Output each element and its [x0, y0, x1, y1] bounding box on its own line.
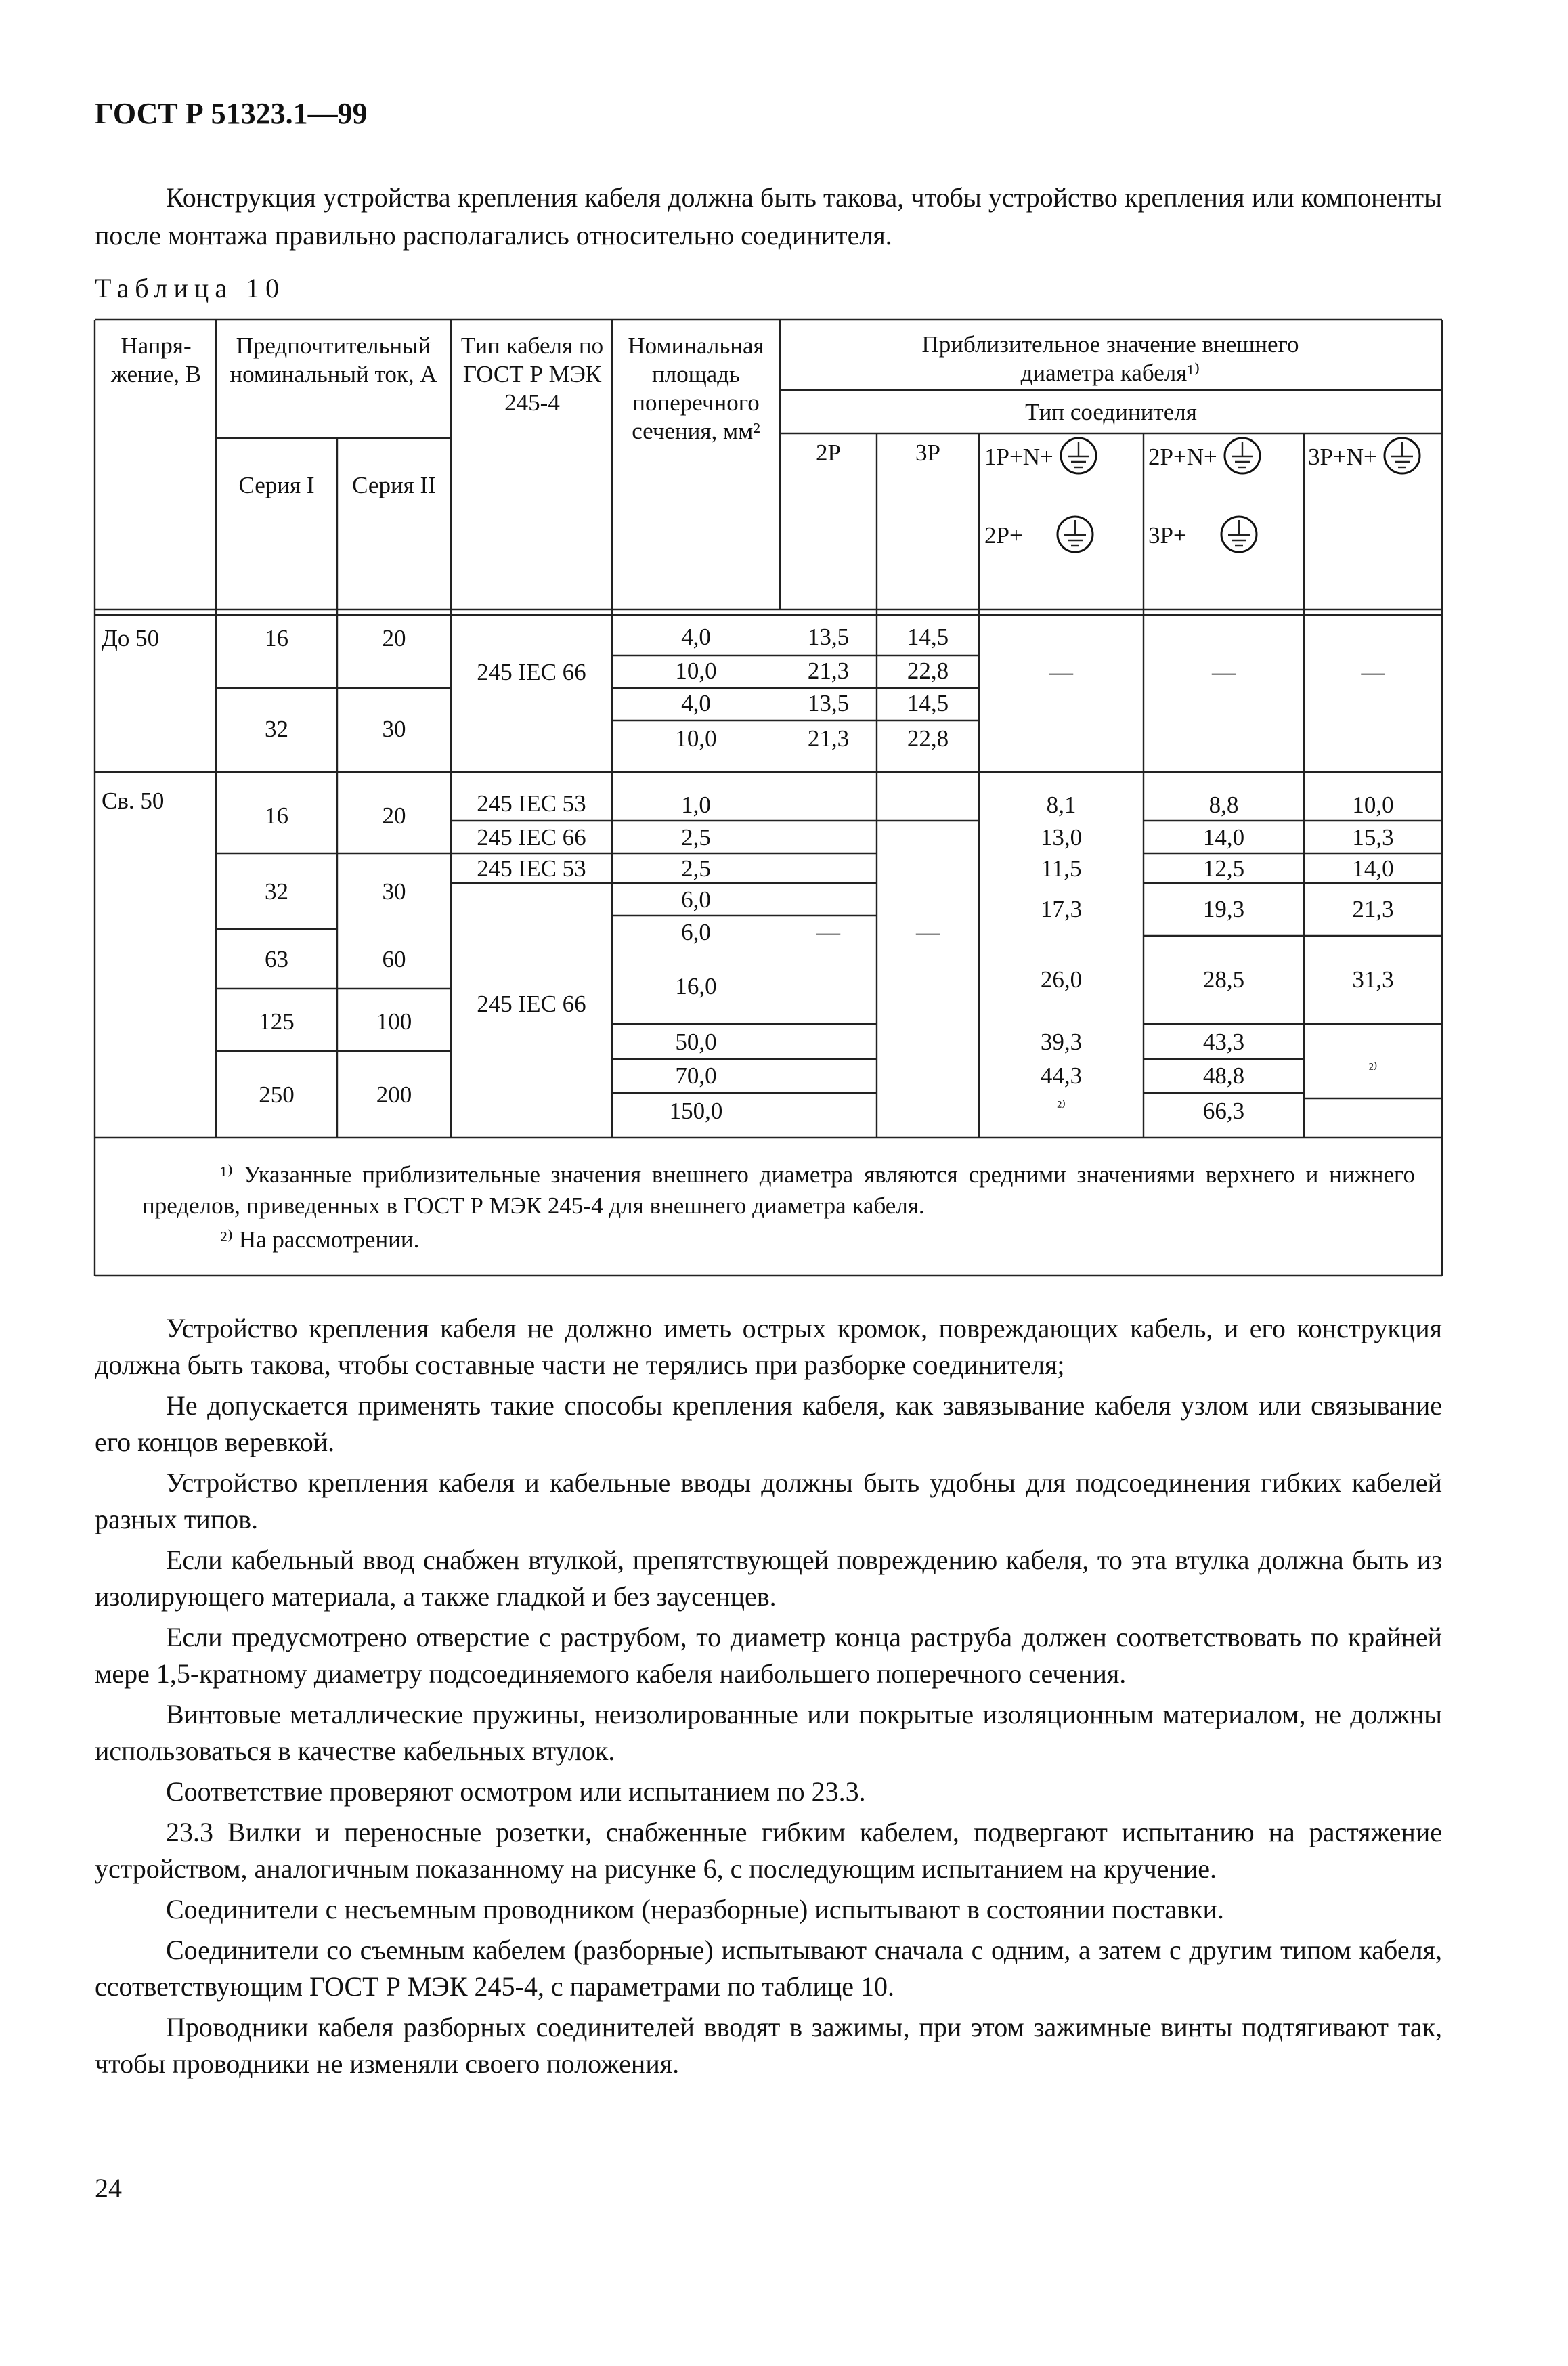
cell: 26,0	[1040, 966, 1083, 993]
paragraph: Соединители со съемным кабелем (разборные) испытывают сначала с одним, а затем с другим типом кабеля, ссответствующим ГОСТ Р МЭК 245-4, с параметрами по таблице 10.	[95, 1935, 1442, 2002]
table-10	[95, 320, 1442, 1276]
cell: 250	[259, 1081, 295, 1108]
cell: 100	[376, 1008, 412, 1035]
cell: 14,0	[1352, 855, 1394, 882]
header-3p-plus-label: 3P+	[1148, 522, 1187, 549]
table-footnote-1: ¹⁾ Указанные приблизительные значения внешнего диаметра являются средними значениями верхнего и нижнего пределов, приведенных в ГОСТ Р МЭК 245-4 для внешнего диаметра кабеля.	[142, 1161, 1415, 1219]
cell: 14,5	[907, 690, 949, 716]
cell: 30	[382, 716, 406, 742]
cell: 16	[265, 625, 288, 651]
cell: 39,3	[1040, 1029, 1083, 1055]
header-series-1: Серия I	[238, 472, 315, 498]
paragraph: Устройство крепления кабеля не должно иметь острых кромок, повреждающих кабель, и его конструкция должна быть такова, чтобы составные части не терялись при разборке соединителя;	[95, 1313, 1442, 1380]
footnote-ref-2: ²⁾	[1368, 1060, 1378, 1078]
cell: 14,0	[1202, 824, 1245, 851]
header-1p-n-label: 1P+N+	[984, 444, 1053, 471]
cell: 13,0	[1040, 824, 1083, 851]
cell: 10,0	[675, 658, 717, 684]
dash-cell: —	[1212, 659, 1236, 685]
earth-ground-icon	[1219, 515, 1259, 561]
cell: 63	[265, 946, 288, 972]
header-series-2: Серия II	[352, 472, 436, 498]
cell: 21,3	[807, 658, 850, 684]
cell: 245 IEC 66	[477, 824, 586, 851]
cell: 245 IEC 53	[477, 790, 586, 817]
table-caption: Таблица 10	[95, 273, 286, 303]
cell: 2,5	[681, 824, 711, 851]
cell: 17,3	[1040, 896, 1083, 922]
header-2p: 2P	[816, 439, 841, 466]
cell: 11,5	[1041, 855, 1082, 882]
dash-cell: —	[1361, 659, 1385, 685]
header-2p-n-label: 2P+N+	[1148, 444, 1217, 471]
cell: 31,3	[1352, 966, 1394, 993]
cell: 30	[382, 878, 406, 905]
cell: 66,3	[1202, 1098, 1245, 1124]
cell: 13,5	[807, 690, 850, 716]
dash-cell: —	[1049, 659, 1073, 685]
cell: 6,0	[681, 919, 711, 945]
cell: 20	[382, 625, 406, 651]
paragraph: Устройство крепления кабеля и кабельные вводы должны быть удобны для подсоединения гибких кабелей разных типов.	[95, 1467, 1442, 1534]
body-text	[95, 1310, 1442, 2086]
cell: 19,3	[1202, 896, 1245, 922]
cell: 70,0	[675, 1062, 717, 1089]
header-current: Предпочтительный номинальный ток, А	[230, 332, 437, 387]
header-3p: 3P	[915, 439, 940, 466]
footnote-ref-2: ²⁾	[1056, 1098, 1066, 1116]
intro-text: Конструкция устройства крепления кабеля должна быть такова, чтобы устройство крепления или компоненты после монтажа правильно располагались относительно соединителя.	[95, 182, 1442, 251]
header-3p-n	[1308, 436, 1422, 482]
cell: 28,5	[1202, 966, 1245, 993]
cell: 245 IEC 66	[477, 991, 586, 1017]
voltage-up-to-50: До 50	[102, 625, 160, 651]
page-number: 24	[95, 2173, 122, 2203]
cell: 1,0	[681, 792, 711, 818]
cell: 32	[265, 878, 288, 905]
earth-ground-icon	[1059, 436, 1098, 482]
cell: 22,8	[907, 658, 949, 684]
earth-ground-icon	[1382, 436, 1422, 482]
header-connector-type: Тип соединителя	[1025, 399, 1197, 425]
paragraph: Проводники кабеля разборных соединителей вводят в зажимы, при этом зажимные винты подтягивают так, чтобы проводники не изменяли своего положения.	[95, 2012, 1442, 2079]
header-2p-plus	[984, 515, 1095, 561]
cell: 32	[265, 716, 288, 742]
cell: 8,1	[1046, 792, 1076, 818]
cell: 20	[382, 802, 406, 829]
paragraph: Если предусмотрено отверстие с раструбом, то диаметр конца раструба должен соответствовать по крайней мере 1,5-кратному диаметру подсоединяемого кабеля наибольшего поперечного сечения.	[95, 1622, 1442, 1689]
cell: 15,3	[1352, 824, 1394, 851]
header-cable-type: Тип кабеля по ГОСТ Р МЭК 245-4	[460, 332, 604, 416]
page-header-standard: ГОСТ Р 51323.1—99	[95, 97, 368, 130]
header-3p-n-label: 3P+N+	[1308, 444, 1377, 471]
cell: 13,5	[807, 624, 850, 650]
cell: 16	[265, 802, 288, 829]
dash-cell: —	[816, 919, 840, 945]
cell: 10,0	[675, 725, 717, 752]
dash-cell: —	[916, 919, 940, 945]
cell: 2,5	[681, 855, 711, 882]
header-3p-plus	[1148, 515, 1259, 561]
intro-paragraph	[95, 179, 1442, 255]
header-1p-n	[984, 436, 1098, 482]
header-outer-diameter: Приблизительное значение внешнего диаметра кабеля¹⁾	[921, 331, 1299, 386]
cell: 50,0	[675, 1029, 717, 1055]
cell: 22,8	[907, 725, 949, 752]
paragraph: Соответствие проверяют осмотром или испытанием по 23.3.	[166, 1776, 866, 1807]
paragraph: 23.3 Вилки и переносные розетки, снабженные гибким кабелем, подвергают испытанию на растяжение устройством, аналогичным показанному на рисунке 6, с последующим испытанием на кручение.	[95, 1817, 1442, 1884]
cell: 14,5	[907, 624, 949, 650]
cell: 44,3	[1040, 1062, 1083, 1089]
cell: 43,3	[1202, 1029, 1245, 1055]
cell: 150,0	[669, 1098, 723, 1124]
earth-ground-icon	[1223, 436, 1262, 482]
cell: 245 IEC 53	[477, 855, 586, 882]
cell: 125	[259, 1008, 295, 1035]
cell: 48,8	[1202, 1062, 1245, 1089]
paragraph: Не допускается применять такие способы крепления кабеля, как завязывание кабеля узлом или связывание его концов веревкой.	[95, 1390, 1442, 1457]
paragraph: Винтовые металлические пружины, неизолированные или покрытые изоляционным материалом, не должны использоваться в качестве кабельных втулок.	[95, 1699, 1442, 1766]
cell: 200	[376, 1081, 412, 1108]
cell: 21,3	[1352, 896, 1394, 922]
header-cross-section: Номинальная площадь поперечного сечения, мм²	[628, 332, 764, 444]
paragraph: Если кабельный ввод снабжен втулкой, препятствующей повреждению кабеля, то эта втулка должна быть из изолирующего материала, а также гладкой и без заусенцев.	[95, 1545, 1442, 1612]
header-voltage: Напря-жение, В	[110, 332, 202, 387]
header-2p-n	[1148, 436, 1262, 482]
cell: 60	[382, 946, 406, 972]
cell: 8,8	[1208, 792, 1239, 818]
cell: 6,0	[681, 886, 711, 913]
header-2p-plus-label: 2P+	[984, 522, 1023, 549]
voltage-over-50: Св. 50	[102, 788, 165, 814]
table-footnote-2: ²⁾ На рассмотрении.	[220, 1226, 420, 1253]
cell: 16,0	[675, 973, 717, 999]
cell: 4,0	[681, 624, 711, 650]
cell: 10,0	[1352, 792, 1394, 818]
cell: 21,3	[807, 725, 850, 752]
cell: 245 IEC 66	[477, 659, 586, 685]
earth-ground-icon	[1055, 515, 1095, 561]
cell: 4,0	[681, 690, 711, 716]
cell: 12,5	[1202, 855, 1245, 882]
paragraph: Соединители с несъемным проводником (неразборные) испытывают в состоянии поставки.	[166, 1894, 1224, 1924]
